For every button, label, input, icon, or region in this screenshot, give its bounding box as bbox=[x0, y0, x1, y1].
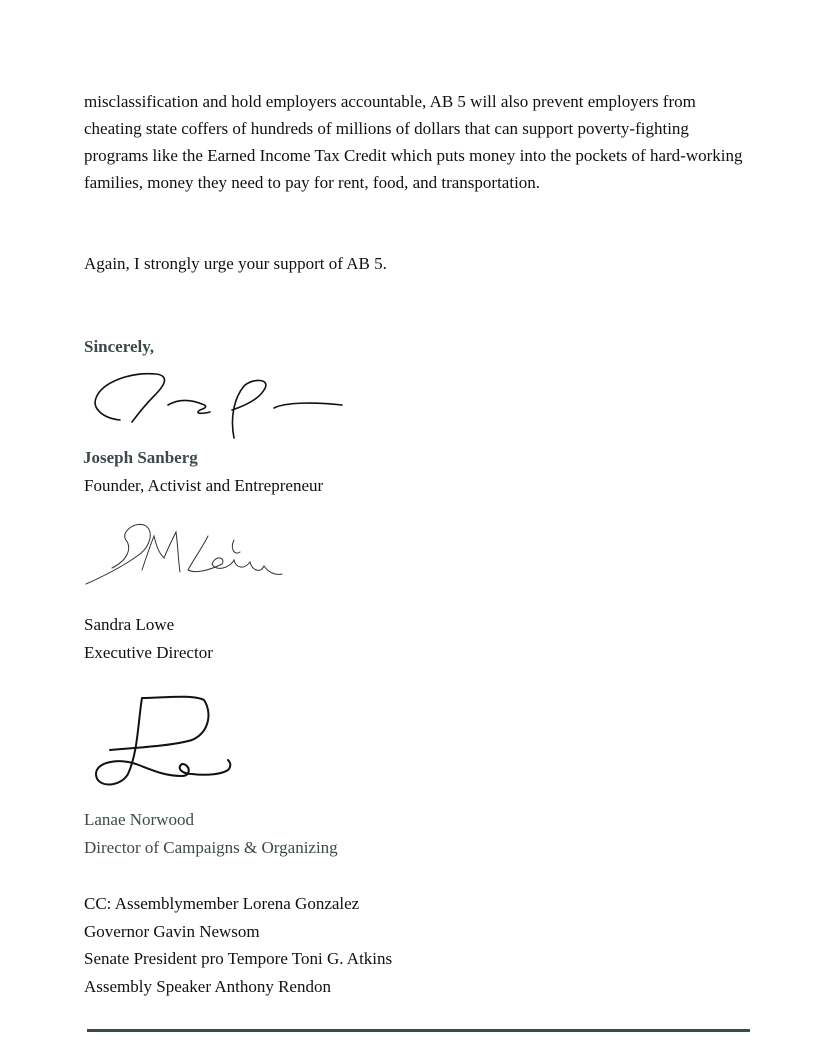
signatory-title: Founder, Activist and Entrepreneur bbox=[84, 476, 324, 495]
signature-joseph-sanberg bbox=[90, 368, 350, 443]
footer-divider bbox=[87, 1029, 750, 1032]
cc-line: Governor Gavin Newsom bbox=[84, 922, 260, 941]
signatory-name: Joseph Sanberg bbox=[83, 448, 198, 467]
closing-salutation: Sincerely, bbox=[84, 337, 155, 356]
cc-line: Assembly Speaker Anthony Rendon bbox=[84, 977, 331, 996]
body-paragraph-2: Again, I strongly urge your support of AB 5. bbox=[84, 254, 387, 273]
signatory-name: Sandra Lowe bbox=[84, 615, 175, 634]
cc-line: CC: Assemblymember Lorena Gonzalez bbox=[84, 894, 360, 913]
signatory-name: Lanae Norwood bbox=[84, 810, 194, 829]
signature-lanae-norwood bbox=[92, 692, 242, 792]
signatory-title: Director of Campaigns & Organizing bbox=[84, 838, 338, 857]
signature-sandra-lowe bbox=[84, 518, 284, 588]
signatory-title: Executive Director bbox=[84, 643, 213, 662]
body-paragraph-1: misclassification and hold employers accountable, AB 5 will also prevent employers from cheating state coffers of hundreds of millions of dollars that can support poverty-fighting programs like the Earned Income Tax Credit which puts money into the pockets of hard-working families, money they need to pay for rent, food, and transportation. bbox=[84, 92, 743, 192]
cc-line: Senate President pro Tempore Toni G. Atkins bbox=[84, 949, 393, 968]
